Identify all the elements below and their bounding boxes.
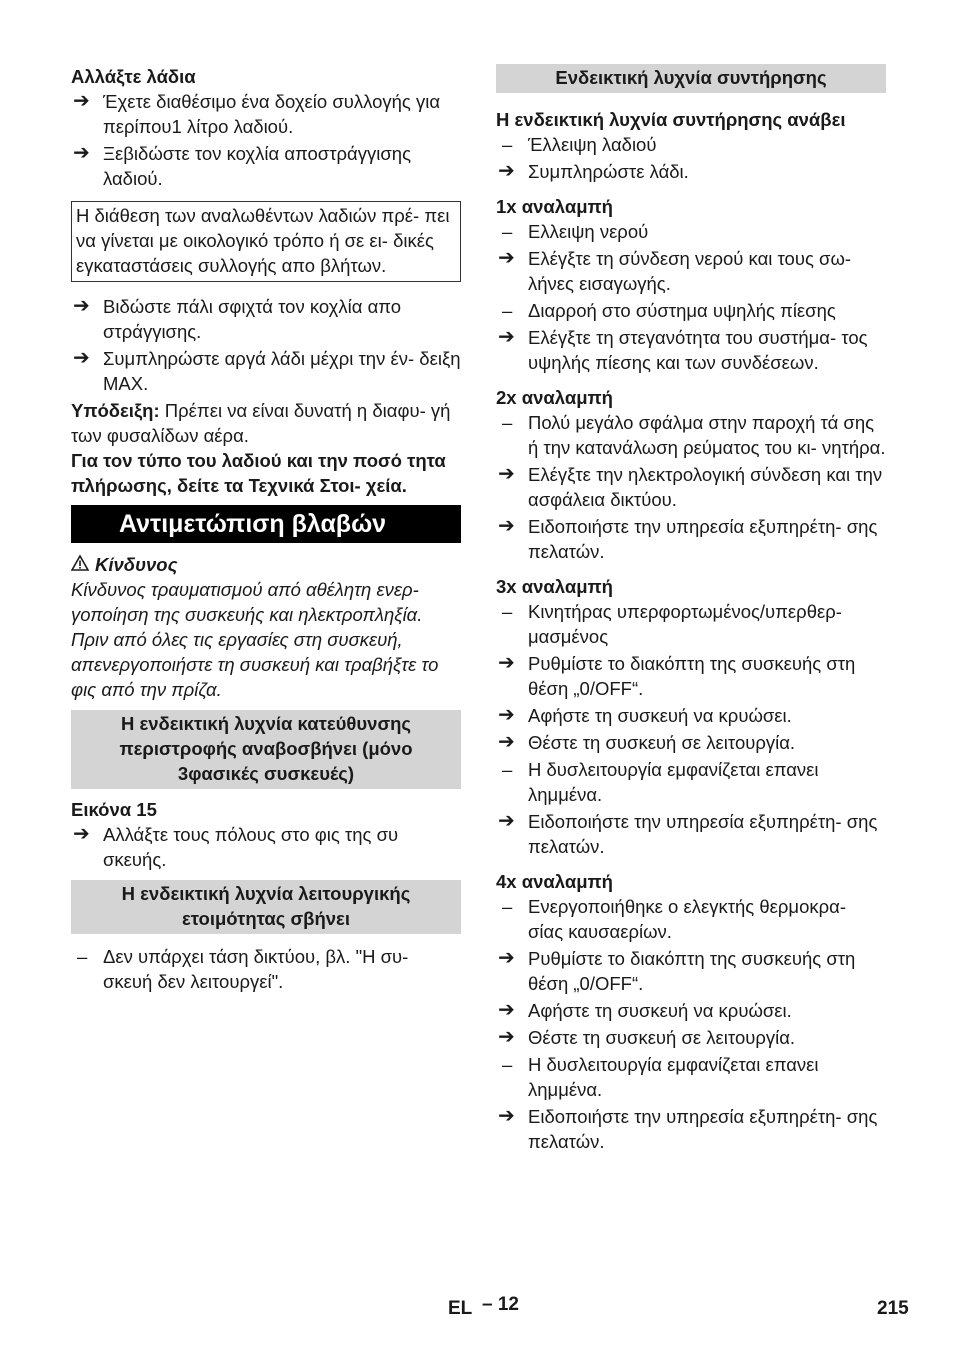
list-item bbox=[496, 325, 886, 375]
dash-marker: – bbox=[502, 221, 513, 242]
oil-change-heading: Αλλάξτε λάδια bbox=[71, 66, 196, 87]
group-gap bbox=[496, 377, 886, 385]
group-gap bbox=[496, 566, 886, 574]
list-item bbox=[496, 1052, 886, 1102]
arrow-icon: ➔ bbox=[498, 704, 515, 726]
footer-language: EL bbox=[448, 1298, 473, 1319]
list-item bbox=[71, 141, 461, 191]
arrow-icon: ➔ bbox=[498, 947, 515, 969]
dash-marker: – bbox=[502, 759, 513, 780]
arrow-icon: ➔ bbox=[498, 1105, 515, 1127]
list-item bbox=[71, 346, 461, 396]
arrow-icon: ➔ bbox=[73, 823, 90, 845]
environment-note-box bbox=[71, 201, 461, 282]
rotation-lamp-header: Η ενδεικτική λυχνία κατεύθυνσης περιστροφής αναβοσβήνει (μόνο 3φασικές συσκευές) bbox=[71, 710, 461, 789]
right-column bbox=[496, 64, 886, 1156]
arrow-icon: ➔ bbox=[498, 999, 515, 1021]
item-text: Αφήστε τη συσκευή να κρυώσει. bbox=[528, 1000, 792, 1021]
hint-text: Πρέπει να είναι δυνατή η διαφυ- γή των φυσαλίδων αέρα. bbox=[71, 400, 451, 446]
arrow-icon: ➔ bbox=[498, 810, 515, 832]
item-text: Θέστε τη συσκευή σε λειτουργία. bbox=[528, 1027, 796, 1048]
danger-title: Κίνδυνος bbox=[95, 554, 178, 575]
list-item bbox=[496, 703, 886, 728]
item-text: Αφήστε τη συσκευή να κρυώσει. bbox=[528, 705, 792, 726]
item-text: Ρυθμίστε το διακόπτη της συσκευής στη θέση „0/OFF“. bbox=[528, 653, 856, 699]
arrow-icon: ➔ bbox=[498, 326, 515, 348]
list-item bbox=[496, 514, 886, 564]
item-text: Ειδοποιήστε την υπηρεσία εξυπηρέτη- σης πελατών. bbox=[528, 811, 878, 857]
arrow-icon: ➔ bbox=[498, 652, 515, 674]
item-text: Έλλειψη λαδιού bbox=[528, 134, 657, 155]
dash-marker: – bbox=[502, 1054, 513, 1075]
arrow-icon: ➔ bbox=[498, 731, 515, 753]
list-item bbox=[71, 822, 461, 872]
environment-note-text: Η διάθεση των αναλωθέντων λαδιών πρέ- πει να γίνεται με οικολογικό τρόπο ή σε ει- δικές εγκαταστάσεις συλλογής απο βλήτων. bbox=[76, 205, 450, 276]
item-text: Ειδοποιήστε την υπηρεσία εξυπηρέτη- σης πελατών. bbox=[528, 1106, 878, 1152]
list-item bbox=[496, 410, 886, 460]
footer-section-page: – 12 bbox=[482, 1294, 519, 1315]
arrow-icon: ➔ bbox=[498, 1026, 515, 1048]
arrow-icon: ➔ bbox=[73, 142, 90, 164]
list-item bbox=[496, 651, 886, 701]
fault-group-title: 2x αναλαμπή bbox=[496, 387, 613, 408]
arrow-icon: ➔ bbox=[498, 160, 515, 182]
item-text: Ειδοποιήστε την υπηρεσία εξυπηρέτη- σης πελατών. bbox=[528, 516, 878, 562]
list-item bbox=[496, 599, 886, 649]
item-text: Συμπληρώστε λάδι. bbox=[528, 161, 689, 182]
item-text: Διαρροή στο σύστημα υψηλής πίεσης bbox=[528, 300, 836, 321]
item-text: Ελέγξτε τη στεγανότητα του συστήμα- τος υψηλής πίεσης και των συνδέσεων. bbox=[528, 327, 868, 373]
list-item bbox=[71, 294, 461, 344]
arrow-icon: ➔ bbox=[73, 90, 90, 112]
arrow-icon: ➔ bbox=[73, 295, 90, 317]
item-text: Πολύ μεγάλο σφάλμα στην παροχή τά σης ή την κατανάλωση ρεύματος του κι- νητήρα. bbox=[528, 412, 886, 458]
warning-triangle-icon bbox=[71, 552, 89, 577]
list-item bbox=[496, 462, 886, 512]
step-text: Αλλάξτε τους πόλους στο φις της συ σκευής. bbox=[103, 824, 399, 870]
fault-group-title: 3x αναλαμπή bbox=[496, 576, 613, 597]
figure-reference: Εικόνα 15 bbox=[71, 799, 157, 820]
left-column bbox=[71, 64, 461, 996]
list-item bbox=[496, 1025, 886, 1050]
fault-group-title: 4x αναλαμπή bbox=[496, 871, 613, 892]
list-item bbox=[496, 757, 886, 807]
list-item bbox=[496, 132, 886, 157]
fault-group-title: 1x αναλαμπή bbox=[496, 196, 613, 217]
danger-text: Κίνδυνος τραυματισμού από αθέλητη ενερ- γοποίηση της συσκευής και ηλεκτροπληξία. Πριν από όλες τις εργασίες στη συσκευή, απενεργοποιήστε τη συσκευή και τραβήξτε το φις από την πρίζα. bbox=[71, 579, 439, 700]
item-text: Κινητήρας υπερφορτωμένος/υπερθερ- μασμένος bbox=[528, 601, 842, 647]
step-text: Συμπληρώστε αργά λάδι μέχρι την έν- δειξη MAX. bbox=[103, 348, 461, 394]
item-text: Θέστε τη συσκευή σε λειτουργία. bbox=[528, 732, 796, 753]
dash-marker: – bbox=[77, 946, 88, 967]
item-text: Δεν υπάρχει τάση δικτύου, βλ. "Η συ- σκευή δεν λειτουργεί". bbox=[103, 946, 409, 992]
hint-label: Υπόδειξη: bbox=[71, 400, 160, 421]
list-item bbox=[496, 730, 886, 755]
item-text: Ενεργοποιήθηκε ο ελεγκτής θερμοκρα- σίας καυσαερίων. bbox=[528, 896, 847, 942]
dash-marker: – bbox=[502, 601, 513, 622]
hint-paragraph bbox=[71, 398, 461, 448]
group-gap bbox=[496, 186, 886, 194]
section-title-troubleshooting: Αντιμετώπιση βλαβών bbox=[71, 505, 461, 543]
maintenance-lamp-header: Ενδεικτική λυχνία συντήρησης bbox=[496, 64, 886, 93]
ready-lamp-header: Η ενδεικτική λυχνία λειτουργικής ετοιμότητας σβήνει bbox=[71, 880, 461, 934]
list-item bbox=[496, 809, 886, 859]
arrow-icon: ➔ bbox=[73, 347, 90, 369]
list-item bbox=[496, 894, 886, 944]
list-item bbox=[71, 89, 461, 139]
item-text: Η δυσλειτουργία εμφανίζεται επανει λημμένα. bbox=[528, 1054, 819, 1100]
arrow-icon: ➔ bbox=[498, 247, 515, 269]
list-item bbox=[496, 998, 886, 1023]
item-text: Ρυθμίστε το διακόπτη της συσκευής στη θέση „0/OFF“. bbox=[528, 948, 856, 994]
danger-heading bbox=[71, 552, 461, 577]
dash-marker: – bbox=[502, 300, 513, 321]
dash-marker: – bbox=[502, 412, 513, 433]
page-number: 215 bbox=[877, 1298, 909, 1319]
list-item bbox=[496, 159, 886, 184]
arrow-icon: ➔ bbox=[498, 515, 515, 537]
item-text: Ελέγξτε την ηλεκτρολογική σύνδεση και την ασφάλεια δικτύου. bbox=[528, 464, 883, 510]
fault-group-title: Η ενδεικτική λυχνία συντήρησης ανάβει bbox=[496, 109, 846, 130]
list-item bbox=[496, 219, 886, 244]
oil-type-note: Για τον τύπο του λαδιού και την ποσό τητα πλήρωσης, δείτε τα Τεχνικά Στοι- χεία. bbox=[71, 450, 446, 496]
list-item bbox=[496, 298, 886, 323]
step-text: Ξεβιδώστε τον κοχλία αποστράγγισης λαδιού. bbox=[103, 143, 411, 189]
item-text: Ελλειψη νερού bbox=[528, 221, 649, 242]
list-item bbox=[71, 944, 461, 994]
list-item bbox=[496, 1104, 886, 1154]
fault-groups bbox=[496, 107, 886, 1154]
step-text: Έχετε διαθέσιμο ένα δοχείο συλλογής για περίπου1 λίτρο λαδιού. bbox=[103, 91, 441, 137]
item-text: Ελέγξτε τη σύνδεση νερού και τους σω- λήνες εισαγωγής. bbox=[528, 248, 852, 294]
dash-marker: – bbox=[502, 896, 513, 917]
dash-marker: – bbox=[502, 134, 513, 155]
step-text: Βιδώστε πάλι σφιχτά τον κοχλία απο στράγγισης. bbox=[103, 296, 402, 342]
list-item bbox=[496, 246, 886, 296]
group-gap bbox=[496, 861, 886, 869]
item-text: Η δυσλειτουργία εμφανίζεται επανει λημμένα. bbox=[528, 759, 819, 805]
arrow-icon: ➔ bbox=[498, 463, 515, 485]
list-item bbox=[496, 946, 886, 996]
